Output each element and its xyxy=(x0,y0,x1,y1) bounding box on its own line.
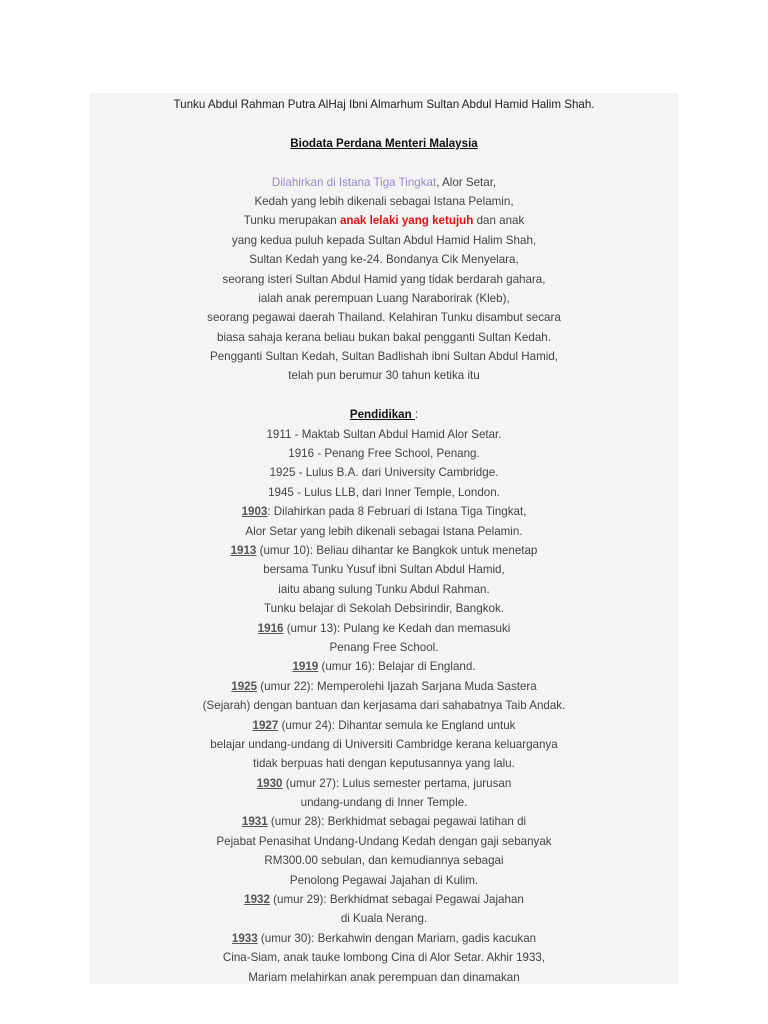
birth-link[interactable]: Dilahirkan di Istana Tiga Tingkat xyxy=(271,175,437,189)
timeline-year: 1931 xyxy=(241,815,268,829)
timeline-year: 1933 xyxy=(231,931,258,945)
bio-line: Dilahirkan di Istana Tiga Tingkat, Alor Setar, xyxy=(271,175,497,189)
timeline-text: (umur 28): Berkhidmat sebagai pegawai latihan di xyxy=(267,815,527,829)
timeline-year: 1919 xyxy=(292,660,319,674)
timeline-entry xyxy=(90,812,678,831)
education-item: 1911 - Maktab Sultan Abdul Hamid Alor Setar. xyxy=(266,427,502,441)
timeline-text: (umur 13): Pulang ke Kedah dan memasuki xyxy=(283,621,511,635)
timeline-continuation: Cina-Siam, anak tauke lombong Cina di Alor Setar. Akhir 1933, xyxy=(222,951,546,965)
timeline-text: (umur 22): Memperolehi Ijazah Sarjana Muda Sastera xyxy=(257,679,537,693)
timeline-continuation: di Kuala Nerang. xyxy=(340,912,428,926)
education-item: 1916 - Penang Free School, Penang. xyxy=(288,447,480,461)
timeline-year: 1913 xyxy=(230,543,257,557)
timeline-year: 1932 xyxy=(244,893,270,907)
timeline-entry xyxy=(90,774,678,793)
timeline-year: 1927 xyxy=(252,718,279,732)
bio-line: ialah anak perempuan Luang Naraborirak (Kleb), xyxy=(258,291,510,305)
timeline-continuation: bersama Tunku Yusuf ibni Sultan Abdul Hamid, xyxy=(263,563,505,577)
timeline-text: (umur 16): Belajar di England. xyxy=(318,660,476,674)
timeline-continuation: (Sejarah) dengan bantuan dan kerjasama dari sahabatnya Taib Andak. xyxy=(202,699,566,713)
timeline-entry xyxy=(90,677,678,696)
education-heading-line: Pendidikan : xyxy=(349,408,419,422)
timeline-entry xyxy=(90,502,678,521)
bio-line: Pengganti Sultan Kedah, Sultan Badlishah ibni Sultan Abdul Hamid, xyxy=(209,350,559,364)
bio-line: seorang isteri Sultan Abdul Hamid yang tidak berdarah gahara, xyxy=(222,272,546,286)
timeline-year: 1903 xyxy=(241,505,268,519)
timeline-continuation: iaitu abang sulung Tunku Abdul Rahman. xyxy=(278,582,490,596)
timeline-continuation: Penang Free School. xyxy=(329,640,439,654)
bio-line: seorang pegawai daerah Thailand. Kelahiran Tunku disambut secara xyxy=(207,311,561,325)
timeline-entry xyxy=(90,929,678,948)
document-text xyxy=(90,93,678,984)
timeline-text: : Dilahirkan pada 8 Februari di Istana Tiga Tingkat, xyxy=(267,505,527,519)
timeline-year: 1930 xyxy=(256,776,283,790)
bio-line: telah pun berumur 30 tahun ketika itu xyxy=(288,369,480,383)
document-title-line: Tunku Abdul Rahman Putra AlHaj Ibni Almarhum Sultan Abdul Hamid Halim Shah. xyxy=(173,98,595,111)
highlight-text: anak lelaki yang ketujuh xyxy=(339,214,474,228)
timeline-entry xyxy=(90,716,678,735)
timeline-continuation: Mariam melahirkan anak perempuan dan dinamakan xyxy=(248,970,520,984)
timeline-continuation: tidak berpuas hati dengan keputusannya yang lalu. xyxy=(253,757,515,771)
timeline-year: 1925 xyxy=(231,679,258,693)
timeline-text: (umur 10): Beliau dihantar ke Bangkok untuk menetap xyxy=(256,543,538,557)
timeline xyxy=(90,502,678,984)
timeline-continuation: undang-undang di Inner Temple. xyxy=(300,796,468,810)
bio-line: yang kedua puluh kepada Sultan Abdul Hamid Halim Shah, xyxy=(231,233,537,247)
education-item: 1925 - Lulus B.A. dari University Cambridge. xyxy=(269,466,499,480)
timeline-continuation: Pejabat Penasihat Undang-Undang Kedah dengan gaji sebanyak xyxy=(216,834,552,848)
timeline-entry xyxy=(90,619,678,638)
timeline-continuation: belajar undang-undang di Universiti Cambridge kerana keluarganya xyxy=(210,737,558,751)
timeline-continuation: Tunku belajar di Sekolah Debsirindir, Bangkok. xyxy=(264,602,504,616)
biodata-heading: Biodata Perdana Menteri Malaysia xyxy=(290,136,478,150)
bio-line: Sultan Kedah yang ke-24. Bondanya Cik Menyelara, xyxy=(249,253,519,267)
timeline-entry xyxy=(90,890,678,909)
timeline-text: (umur 30): Berkahwin dengan Mariam, gadis kacukan xyxy=(257,931,537,945)
timeline-text: (umur 29): Berkhidmat sebagai Pegawai Jajahan xyxy=(269,893,524,907)
timeline-text: (umur 27): Lulus semester pertama, jurusan xyxy=(282,776,512,790)
timeline-continuation: Alor Setar yang lebih dikenali sebagai Istana Pelamin. xyxy=(245,524,523,538)
timeline-year: 1916 xyxy=(257,621,284,635)
bio-line: biasa sahaja kerana beliau bukan bakal pengganti Sultan Kedah. xyxy=(217,330,551,344)
timeline-continuation: Penolong Pegawai Jajahan di Kulim. xyxy=(289,873,479,887)
bio-line: Tunku merupakan anak lelaki yang ketujuh dan anak xyxy=(243,214,525,228)
education-heading: Pendidikan xyxy=(349,408,415,422)
timeline-entry xyxy=(90,657,678,676)
bio-line: Kedah yang lebih dikenali sebagai Istana Pelamin, xyxy=(254,194,514,208)
timeline-entry xyxy=(90,541,678,560)
timeline-text: (umur 24): Dihantar semula ke England untuk xyxy=(278,718,516,732)
education-item: 1945 - Lulus LLB, dari Inner Temple, London. xyxy=(268,485,500,499)
timeline-continuation: RM300.00 sebulan, dan kemudiannya sebagai xyxy=(264,854,504,868)
document-content xyxy=(90,93,678,984)
